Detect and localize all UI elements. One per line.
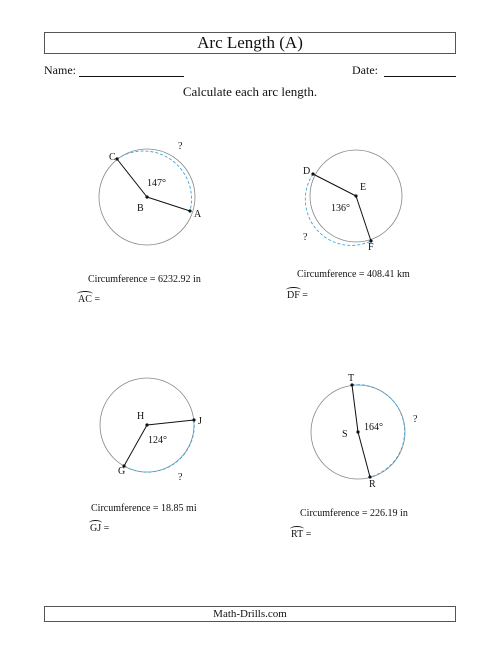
problem-1-arc-name: AC — [78, 294, 92, 305]
problem-1-diagram — [90, 135, 210, 235]
footer: Math-Drills.com — [44, 606, 456, 622]
problem-1-center-label: B — [137, 203, 144, 214]
problem-4-point2-label: R — [369, 479, 376, 490]
problem-4-circumference: Circumference = 226.19 in — [300, 508, 408, 519]
problem-3-circumference: Circumference = 18.85 mi — [91, 503, 197, 514]
problem-4-unknown-mark: ? — [413, 414, 418, 425]
problem-2-point2-label: F — [368, 242, 374, 253]
name-label: Name: — [44, 63, 76, 77]
problem-1-equals: = — [91, 294, 101, 305]
problem-4-angle: 164° — [364, 422, 383, 433]
problem-4-point1-label: T — [348, 373, 355, 384]
problem-3-unknown-mark: ? — [178, 472, 183, 483]
date-input-line[interactable] — [384, 76, 456, 77]
name-input-line[interactable] — [79, 76, 184, 77]
problem-2-arc-name: DF — [287, 290, 300, 301]
problem-2-equals: = — [299, 290, 308, 301]
problem-3-center-label: H — [137, 411, 145, 422]
problem-3-arc — [124, 420, 194, 472]
problem-3-answer[interactable] — [90, 523, 109, 534]
problem-2-point1-label: D — [303, 166, 311, 177]
date-label: Date: — [352, 63, 378, 77]
problem-4-diagram — [300, 370, 430, 490]
problem-1-circumference: Circumference = 6232.92 in — [88, 274, 201, 285]
problem-2-circumference: Circumference = 408.41 km — [297, 269, 410, 280]
problem-3-equals: = — [101, 523, 110, 534]
problem-4-arc-name: RT — [291, 529, 304, 540]
problem-2-unknown-mark: ? — [303, 232, 308, 243]
problem-1-point1-label: C — [109, 152, 116, 163]
problem-2-diagram — [295, 145, 415, 255]
problem-3-diagram — [90, 370, 220, 483]
problem-3-point1-label: J — [198, 416, 202, 427]
problem-2-answer[interactable] — [287, 290, 308, 301]
problem-3-point2-label: G — [118, 466, 126, 477]
problem-1-angle: 147° — [147, 178, 166, 189]
problem-4-center-label: S — [342, 429, 348, 440]
problem-3-arc-name: GJ — [90, 523, 102, 534]
problem-3-angle: 124° — [148, 435, 167, 446]
problem-1-point2-label: A — [194, 209, 202, 220]
problem-1-answer[interactable] — [78, 294, 100, 305]
instructions: Calculate each arc length. — [182, 84, 318, 99]
problem-1-unknown-mark: ? — [178, 141, 183, 152]
problem-2-angle: 136° — [331, 203, 350, 214]
worksheet-title: Arc Length (A) — [44, 32, 456, 54]
problem-4-equals: = — [303, 529, 312, 540]
problem-4-answer[interactable] — [291, 529, 311, 540]
problem-2-center-label: E — [360, 182, 367, 193]
